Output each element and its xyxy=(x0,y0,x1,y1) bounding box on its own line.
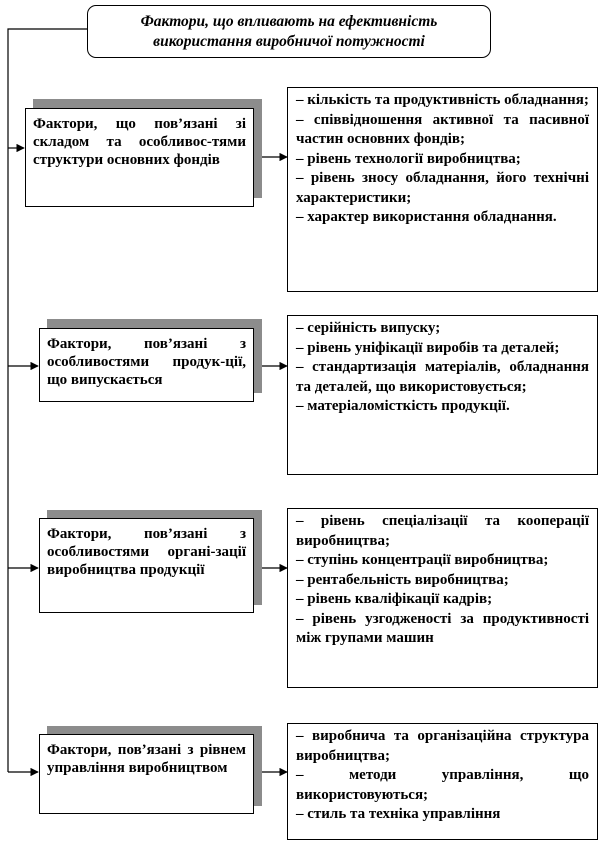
factor-box-3: Фактори, пов’язані з особливостями органі-зації виробництва продукції xyxy=(39,518,254,613)
detail-item: – серійність випуску; xyxy=(296,320,441,336)
detail-item: – характер використання обладнання. xyxy=(296,209,557,225)
factor-box-2: Фактори, пов’язані з особливостями продук-ції, що випускається xyxy=(39,328,254,402)
detail-item: – матеріаломісткість продукції. xyxy=(296,398,510,414)
detail-box-2 xyxy=(287,315,598,475)
detail-item: – виробнича та організаційна структура виробництва; xyxy=(296,728,589,764)
detail-box-3 xyxy=(287,508,598,688)
detail-item: – рівень технології виробництва; xyxy=(296,150,521,167)
diagram-title: Фактори, що впливають на ефективність використання виробничої потужності xyxy=(87,5,491,58)
factor-box-1: Фактори, що пов’язані зі складом та особливос-тями структури основних фондів xyxy=(25,108,254,207)
detail-item: – кількість та продуктивність обладнання; xyxy=(296,92,589,108)
detail-box-1 xyxy=(287,87,598,292)
detail-item: – стиль та техніка управління xyxy=(296,806,501,822)
detail-item: – співвідношення активної та пасивної частин основних фондів; xyxy=(296,111,589,147)
detail-item: – рівень спеціалізації та кооперації виробництва; xyxy=(296,513,589,549)
detail-item: – рівень уніфікації виробів та деталей; xyxy=(296,339,560,356)
detail-box-4 xyxy=(287,723,598,840)
detail-item: – рівень узгодженості за продуктивності між групами машин xyxy=(296,610,589,646)
factor-box-4: Фактори, пов’язані з рівнем управління виробництвом xyxy=(39,734,254,814)
detail-item: – ступінь концентрації виробництва; xyxy=(296,552,549,568)
detail-item: – рентабельність виробництва; xyxy=(296,571,509,588)
detail-item: – стандартизація матеріалів, обладнання та деталей, що використовується; xyxy=(296,359,589,395)
detail-item: – методи управління, що використовуються; xyxy=(296,767,589,803)
detail-item: – рівень зносу обладнання, його технічні характеристики; xyxy=(296,170,589,206)
detail-item: – рівень кваліфікації кадрів; xyxy=(296,591,493,607)
